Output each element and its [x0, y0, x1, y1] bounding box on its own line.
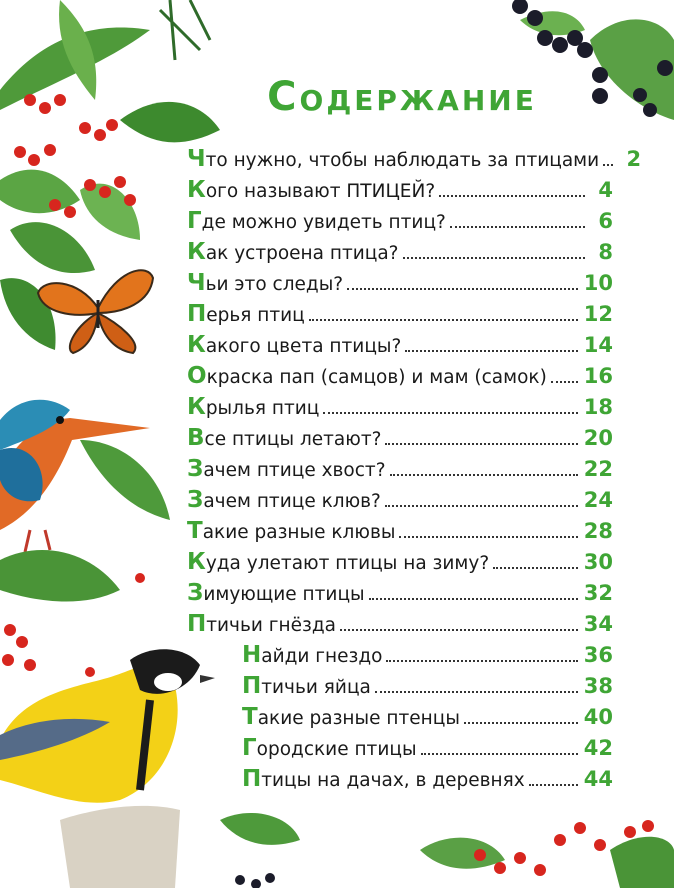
entry-page-number: 32	[583, 581, 613, 605]
entry-page-number: 38	[583, 674, 613, 698]
entry-title: ородские птицы	[256, 739, 417, 760]
dot-leader	[390, 474, 578, 476]
entry-title: то нужно, чтобы наблюдать за птицами	[205, 150, 600, 171]
kingfisher-illustration	[0, 400, 170, 602]
dot-leader	[369, 598, 578, 600]
entry-initial: З	[187, 456, 204, 482]
entry-initial: П	[187, 301, 207, 327]
entry-title: акие разные птенцы	[257, 708, 460, 729]
entry-title: рылья птиц	[205, 398, 320, 419]
entry-title: де можно увидеть птиц?	[201, 212, 446, 233]
dot-leader	[399, 536, 577, 538]
entry-page-number: 30	[583, 550, 613, 574]
entry-page-number: 36	[583, 643, 613, 667]
entry-initial: Г	[187, 208, 202, 234]
toc-entry[interactable]	[187, 394, 613, 424]
entry-title: се птицы летают?	[204, 429, 382, 450]
entry-title: ачем птице клюв?	[203, 491, 381, 512]
entry-page-number: 34	[583, 612, 613, 636]
entry-initial: К	[187, 394, 206, 420]
entry-title: ерья птиц	[206, 305, 305, 326]
bottom-berries	[220, 813, 674, 888]
entry-page-number: 4	[598, 178, 613, 202]
dot-leader	[347, 288, 578, 290]
dot-leader	[405, 350, 577, 352]
entry-page-number: 8	[598, 240, 613, 264]
entry-page-number: 20	[583, 426, 613, 450]
toc-subentry[interactable]	[242, 766, 613, 796]
toc-entry[interactable]	[187, 456, 613, 486]
toc-entry[interactable]	[187, 549, 613, 579]
dot-leader	[309, 319, 578, 321]
entry-page-number: 24	[583, 488, 613, 512]
toc-entry[interactable]	[187, 332, 613, 362]
dot-leader	[385, 505, 578, 507]
dot-leader	[450, 226, 585, 228]
entry-initial: Т	[242, 704, 258, 730]
entry-title: акого цвета птицы?	[205, 336, 402, 357]
entry-title: тичьи яйца	[261, 677, 371, 698]
entry-initial: Г	[242, 735, 257, 761]
entry-page-number: 28	[583, 519, 613, 543]
toc-entry[interactable]	[187, 270, 613, 300]
toc-entry[interactable]	[187, 363, 613, 393]
entry-initial: К	[187, 332, 206, 358]
dot-leader	[403, 257, 586, 259]
entry-title: тичьи гнёзда	[206, 615, 336, 636]
toc-subentry[interactable]	[242, 673, 613, 703]
entry-initial: Т	[187, 518, 203, 544]
entry-title: акие разные клювы	[202, 522, 396, 543]
entry-initial: П	[187, 611, 207, 637]
entry-title: ого называют ПТИЦЕЙ?	[205, 181, 436, 202]
entry-title: айди гнездо	[261, 646, 383, 667]
dot-leader	[493, 567, 578, 569]
dot-leader	[340, 629, 578, 631]
toc-entry[interactable]	[187, 208, 613, 238]
entry-title: имующие птицы	[203, 584, 365, 605]
entry-page-number: 40	[583, 705, 613, 729]
dot-leader	[323, 412, 577, 414]
toc-entry[interactable]	[187, 177, 613, 207]
entry-page-number: 10	[583, 271, 613, 295]
entry-title: тицы на дачах, в деревнях	[261, 770, 525, 791]
toc-entry[interactable]	[187, 580, 613, 610]
entry-initial: В	[187, 425, 205, 451]
toc-entry[interactable]	[187, 146, 642, 176]
entry-initial: О	[187, 363, 207, 389]
toc-subentry[interactable]	[242, 735, 613, 765]
dot-leader	[603, 164, 613, 166]
dot-leader	[385, 443, 577, 445]
entry-initial: К	[187, 177, 206, 203]
entry-initial: Ч	[187, 146, 206, 172]
entry-page-number: 18	[583, 395, 613, 419]
dot-leader	[464, 722, 578, 724]
entry-initial: П	[242, 673, 262, 699]
toc-subentry[interactable]	[242, 704, 613, 734]
entry-initial: З	[187, 580, 204, 606]
toc-entry[interactable]	[187, 425, 613, 455]
entry-page-number: 22	[583, 457, 613, 481]
toc-entry[interactable]	[187, 239, 613, 269]
dot-leader	[439, 195, 585, 197]
entry-title: ачем птице хвост?	[203, 460, 386, 481]
entry-title: уда улетают птицы на зиму?	[205, 553, 490, 574]
entry-page-number: 42	[583, 736, 613, 760]
page-title: Содержание	[267, 74, 537, 120]
entry-page-number: 2	[626, 147, 642, 171]
toc-subentry[interactable]	[242, 642, 613, 672]
entry-initial: З	[187, 487, 204, 513]
toc-entry[interactable]	[187, 518, 613, 548]
entry-initial: П	[242, 766, 262, 792]
entry-page-number: 12	[583, 302, 613, 326]
entry-title: краска пап (самцов) и мам (самок)	[206, 367, 547, 388]
entry-page-number: 14	[583, 333, 613, 357]
toc-entry[interactable]	[187, 301, 613, 331]
dot-leader	[421, 753, 578, 755]
entry-initial: Ч	[187, 270, 206, 296]
toc-entry[interactable]	[187, 487, 613, 517]
entry-title: ак устроена птица?	[205, 243, 399, 264]
dot-leader	[551, 381, 578, 383]
toc-entry[interactable]	[187, 611, 613, 641]
dot-leader	[386, 660, 577, 662]
great-tit-illustration	[0, 649, 215, 888]
entry-page-number: 6	[598, 209, 613, 233]
entry-page-number: 44	[583, 767, 613, 791]
dot-leader	[529, 784, 578, 786]
dot-leader	[375, 691, 578, 693]
entry-initial: К	[187, 549, 206, 575]
entry-initial: Н	[242, 642, 262, 668]
entry-page-number: 16	[583, 364, 613, 388]
entry-title: ьи это следы?	[205, 274, 344, 295]
entry-initial: К	[187, 239, 206, 265]
